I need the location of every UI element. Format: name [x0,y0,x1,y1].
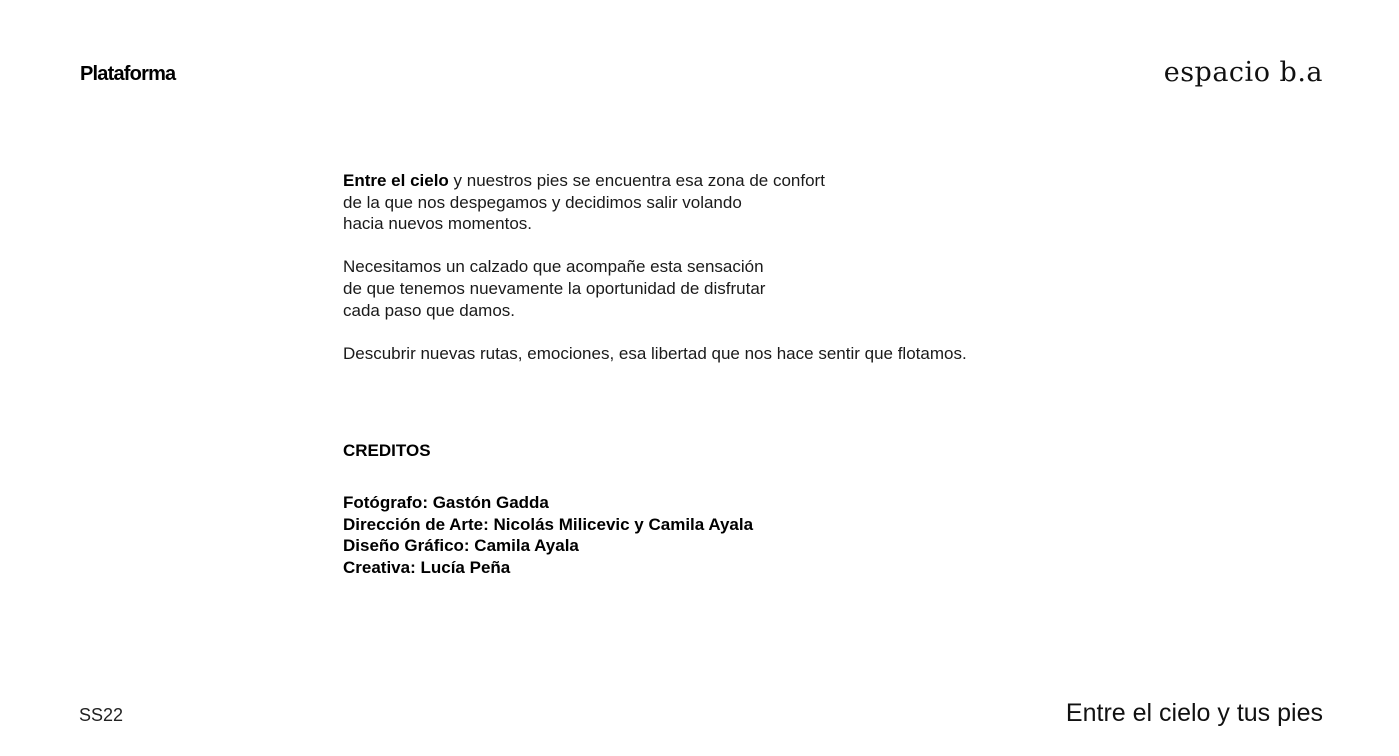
intro-line: Descubrir nuevas rutas, emociones, esa libertad que nos hace sentir que flotamos. [343,343,967,363]
brand-espacio-ba: espacio b.a [1163,57,1323,88]
credits-heading: CREDITOS [343,441,431,460]
intro-line: de la que nos despegamos y decidimos salir volando [343,192,742,212]
credits-list [343,492,753,578]
brand-plataforma: Plataforma [80,63,176,85]
intro-text [343,170,1103,386]
collection-title: Entre el cielo y tus pies [1065,699,1323,727]
intro-line: de que tenemos nuevamente la oportunidad de disfrutar [343,278,766,298]
season-label: SS22 [79,705,124,725]
credit-item: Dirección de Arte: Nicolás Milicevic y Camila Ayala [343,514,754,534]
intro-paragraph-1 [343,170,1103,235]
intro-lead-rest: y nuestros pies se encuentra esa zona de confort [448,171,825,190]
intro-line: cada paso que damos. [343,300,516,320]
intro-line: Necesitamos un calzado que acompañe esta sensación [343,257,764,277]
intro-line: hacia nuevos momentos. [343,214,532,234]
intro-lead-line [343,170,1103,192]
credit-item: Diseño Gráfico: Camila Ayala [343,536,579,556]
intro-paragraph-3 [343,343,1103,365]
intro-paragraph-2 [343,256,1103,321]
credit-item: Fotógrafo: Gastón Gadda [343,493,549,512]
credit-item: Creativa: Lucía Peña [343,557,511,577]
intro-lead-bold: Entre el cielo [343,171,449,190]
